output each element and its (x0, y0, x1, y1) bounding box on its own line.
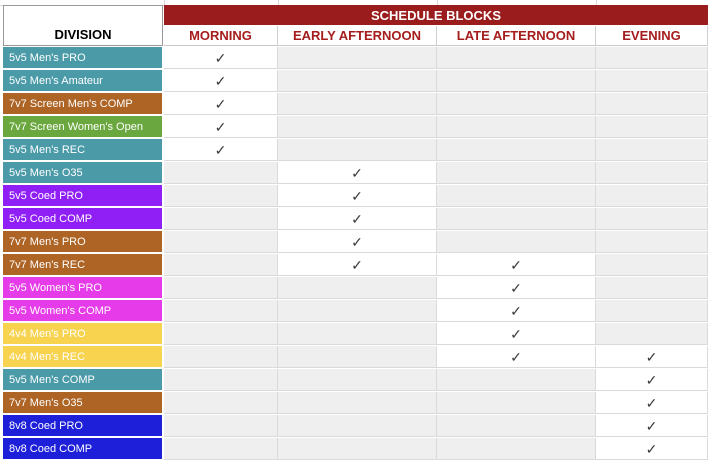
schedule-cell[interactable] (164, 392, 278, 414)
schedule-cell[interactable] (596, 415, 708, 437)
checkmark-icon: ✓ (351, 187, 363, 204)
schedule-cell[interactable] (164, 139, 278, 161)
schedule-cell[interactable] (164, 323, 278, 345)
schedule-cell[interactable] (278, 277, 437, 299)
schedule-cell[interactable] (437, 438, 596, 460)
checkmark-icon: ✓ (645, 394, 658, 411)
schedule-cell[interactable] (278, 323, 437, 345)
division-label-cell[interactable] (3, 70, 163, 92)
schedule-cell[interactable] (278, 208, 437, 230)
schedule-cell[interactable] (437, 231, 596, 253)
division-label: 5v5 Coed PRO (9, 189, 83, 202)
schedule-cell[interactable] (278, 139, 437, 161)
checkmark-icon: ✓ (351, 164, 363, 181)
division-label-cell[interactable] (3, 139, 163, 161)
division-label: 7v7 Screen Men's COMP (9, 97, 133, 110)
column-header-late-afternoon[interactable] (437, 26, 596, 46)
schedule-cell[interactable] (164, 47, 278, 69)
schedule-cell[interactable] (596, 231, 708, 253)
division-label: 5v5 Women's COMP (9, 304, 112, 317)
division-label: 8v8 Coed PRO (9, 419, 83, 432)
checkmark-icon: ✓ (510, 256, 522, 273)
division-label: 8v8 Coed COMP (9, 442, 93, 455)
division-label-cell[interactable] (3, 47, 163, 69)
schedule-cell[interactable] (164, 185, 278, 207)
column-header-label: MORNING (189, 28, 252, 43)
division-label: 5v5 Women's PRO (9, 281, 102, 294)
schedule-cell[interactable] (164, 438, 278, 460)
division-label-cell[interactable] (3, 162, 163, 184)
schedule-cell[interactable] (164, 116, 278, 138)
division-label: 7v7 Men's REC (9, 258, 86, 271)
schedule-cell[interactable] (596, 277, 708, 299)
division-label: 5v5 Men's REC (9, 143, 86, 156)
schedule-cell[interactable] (437, 254, 596, 276)
schedule-cell[interactable] (596, 208, 708, 230)
division-label-cell[interactable] (3, 392, 163, 414)
schedule-cell[interactable] (278, 254, 437, 276)
checkmark-icon: ✓ (351, 256, 363, 273)
schedule-cell[interactable] (437, 70, 596, 92)
column-header-morning[interactable] (164, 26, 278, 46)
schedule-cell[interactable] (437, 415, 596, 437)
schedule-blocks-header-cell[interactable] (164, 5, 708, 25)
column-header-label: EARLY AFTERNOON (292, 28, 422, 43)
checkmark-icon: ✓ (510, 279, 522, 296)
division-label: 7v7 Screen Women's Open (9, 120, 143, 133)
schedule-cell[interactable] (437, 185, 596, 207)
schedule-cell[interactable] (437, 346, 596, 368)
column-header-label: EVENING (622, 28, 681, 43)
schedule-cell[interactable] (437, 392, 596, 414)
checkmark-icon: ✓ (645, 440, 658, 457)
schedule-cell[interactable] (596, 93, 708, 115)
schedule-cell[interactable] (596, 116, 708, 138)
schedule-cell[interactable] (164, 231, 278, 253)
checkmark-icon: ✓ (214, 118, 227, 135)
schedule-cell[interactable] (278, 93, 437, 115)
division-label-cell[interactable] (3, 185, 163, 207)
schedule-cell[interactable] (437, 208, 596, 230)
division-label-cell[interactable] (3, 231, 163, 253)
schedule-cell[interactable] (437, 277, 596, 299)
schedule-cell[interactable] (278, 231, 437, 253)
schedule-cell[interactable] (437, 116, 596, 138)
schedule-cell[interactable] (278, 346, 437, 368)
schedule-cell[interactable] (596, 438, 708, 460)
schedule-cell[interactable] (596, 47, 708, 69)
schedule-cell[interactable] (596, 70, 708, 92)
checkmark-icon: ✓ (214, 72, 227, 89)
division-label-cell[interactable] (3, 369, 163, 391)
division-header-cell[interactable] (3, 5, 163, 46)
column-header-evening[interactable] (596, 26, 708, 46)
checkmark-icon: ✓ (510, 325, 522, 342)
schedule-cell[interactable] (164, 93, 278, 115)
division-header-label: DIVISION (54, 27, 112, 42)
schedule-cell[interactable] (437, 300, 596, 322)
division-label: 4v4 Men's PRO (9, 327, 86, 340)
schedule-cell[interactable] (164, 254, 278, 276)
checkmark-icon: ✓ (645, 348, 658, 365)
checkmark-icon: ✓ (214, 141, 227, 158)
schedule-cell[interactable] (437, 47, 596, 69)
division-label: 5v5 Men's COMP (9, 373, 95, 386)
schedule-cell[interactable] (278, 438, 437, 460)
column-header-early-afternoon[interactable] (278, 26, 437, 46)
checkmark-icon: ✓ (645, 371, 658, 388)
checkmark-icon: ✓ (351, 233, 363, 250)
schedule-cell[interactable] (164, 277, 278, 299)
schedule-cell[interactable] (278, 116, 437, 138)
schedule-cell[interactable] (278, 415, 437, 437)
schedule-cell[interactable] (596, 162, 708, 184)
schedule-cell[interactable] (437, 369, 596, 391)
division-label: 5v5 Men's O35 (9, 166, 83, 179)
schedule-cell[interactable] (278, 392, 437, 414)
schedule-cell[interactable] (596, 300, 708, 322)
schedule-cell[interactable] (164, 162, 278, 184)
schedule-cell[interactable] (278, 162, 437, 184)
checkmark-icon: ✓ (351, 210, 363, 227)
schedule-cell[interactable] (596, 369, 708, 391)
division-label: 5v5 Coed COMP (9, 212, 93, 225)
schedule-blocks-header-label: SCHEDULE BLOCKS (370, 7, 501, 23)
division-label: 5v5 Men's Amateur (9, 74, 103, 87)
division-label-cell[interactable] (3, 323, 163, 345)
schedule-cell[interactable] (437, 139, 596, 161)
checkmark-icon: ✓ (645, 417, 658, 434)
schedule-cell[interactable] (278, 369, 437, 391)
division-label: 7v7 Men's O35 (9, 396, 83, 409)
division-label-cell[interactable] (3, 415, 163, 437)
schedule-cell[interactable] (437, 93, 596, 115)
schedule-cell[interactable] (596, 139, 708, 161)
schedule-cell[interactable] (164, 346, 278, 368)
schedule-cell[interactable] (437, 323, 596, 345)
division-label-cell[interactable] (3, 300, 163, 322)
schedule-cell[interactable] (278, 70, 437, 92)
schedule-cell[interactable] (596, 254, 708, 276)
schedule-cell[interactable] (164, 208, 278, 230)
schedule-cell[interactable] (164, 70, 278, 92)
division-label-cell[interactable] (3, 93, 163, 115)
schedule-cell[interactable] (164, 415, 278, 437)
schedule-cell[interactable] (278, 47, 437, 69)
division-label: 5v5 Men's PRO (9, 51, 86, 64)
schedule-cell[interactable] (596, 323, 708, 345)
checkmark-icon: ✓ (214, 95, 227, 112)
division-label: 7v7 Men's PRO (9, 235, 86, 248)
schedule-cell[interactable] (596, 185, 708, 207)
checkmark-icon: ✓ (214, 49, 227, 66)
schedule-cell[interactable] (164, 300, 278, 322)
column-header-label: LATE AFTERNOON (456, 28, 576, 43)
division-label-cell[interactable] (3, 254, 163, 276)
schedule-cell[interactable] (278, 185, 437, 207)
checkmark-icon: ✓ (510, 302, 522, 319)
division-label-cell[interactable] (3, 208, 163, 230)
schedule-cell[interactable] (278, 300, 437, 322)
division-label-cell[interactable] (3, 438, 163, 460)
schedule-cell[interactable] (596, 346, 708, 368)
division-label-cell[interactable] (3, 277, 163, 299)
division-label-cell[interactable] (3, 346, 163, 368)
division-label-cell[interactable] (3, 116, 163, 138)
division-label: 4v4 Men's REC (9, 350, 86, 363)
schedule-cell[interactable] (437, 162, 596, 184)
checkmark-icon: ✓ (510, 348, 522, 365)
schedule-cell[interactable] (164, 369, 278, 391)
schedule-cell[interactable] (596, 392, 708, 414)
